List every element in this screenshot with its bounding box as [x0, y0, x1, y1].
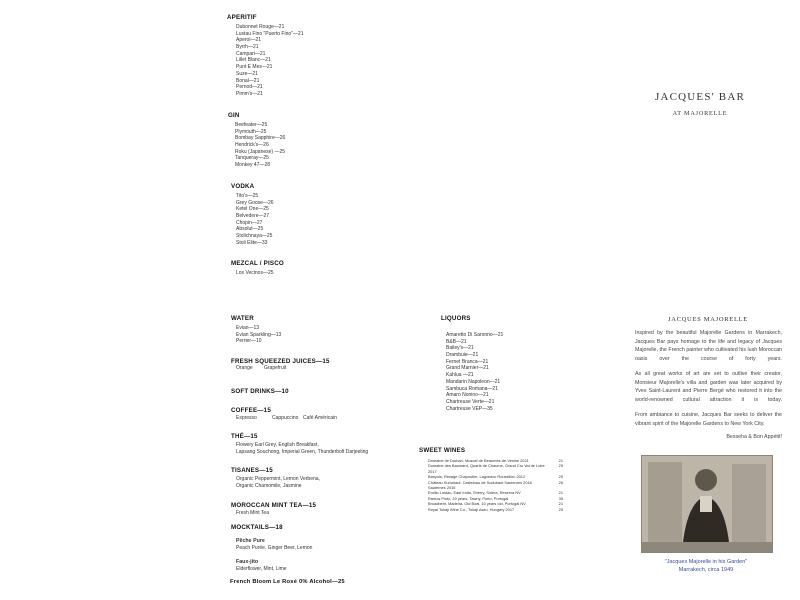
juices-heading: FRESH SQUEEZED JUICES—15	[231, 358, 330, 365]
menu-item: Evian—13	[236, 325, 260, 331]
menu-item: B&B—21	[446, 338, 467, 345]
mocktail-desc: Elderflower, Mint, Lime	[236, 566, 287, 572]
wine-row	[428, 463, 563, 474]
signoff: Besseha & Bon Appétit!	[726, 434, 782, 440]
menu-item: Flowery Earl Grey, English Breakfast,	[236, 442, 319, 448]
about-title: JACQUES MAJORELLE	[668, 316, 748, 323]
the-list	[236, 441, 368, 454]
wine-price: 25	[558, 474, 563, 480]
wine-price: 21	[558, 490, 563, 496]
menu-item: Chartreuse Verte—21	[446, 398, 495, 405]
menu-item: Hendrick's—26	[235, 142, 269, 149]
wine-price: 26	[558, 479, 563, 485]
vodka-list	[236, 193, 274, 247]
menu-item: Bombay Sapphire—26	[235, 135, 286, 142]
menu-item: Chartreuse VEP—35	[446, 405, 493, 412]
brand-subtitle: AT MAJORELLE	[672, 110, 728, 117]
menu-item: Tito's—25	[236, 193, 259, 199]
menu-item: Bailey's—21	[446, 345, 474, 352]
about-paragraph: As all great works of art are set to outlive their creator, Monsieur Majorelle's villa and garden was later acquired by Yves Saint-Laurent and Pierre Bergé who restored it into the world-renowned cultural attraction it is today.	[635, 371, 782, 403]
menu-item: Pernod—21	[236, 84, 263, 91]
the-heading: THÉ—15	[231, 433, 258, 440]
vodka-heading: VODKA	[231, 183, 255, 190]
menu-item: Stolichnaya—25	[236, 233, 273, 240]
menu-item: Stoli Elite—33	[236, 239, 268, 246]
coffee-heading: COFFEE—15	[231, 407, 271, 414]
juice-orange: Orange	[236, 365, 253, 371]
wine-name: Banyuls, Rimage Chapoutier, Lagvedoc Roussillon 2012	[428, 474, 526, 480]
tisanes-list	[236, 475, 320, 488]
menu-item: Lustau Fino "Puerto Fino"—21	[236, 30, 304, 37]
menu-item: Absolut—25	[236, 226, 264, 233]
menu-item: Fernet Branca—21	[446, 358, 489, 365]
menu-item: Lapsang Souchong, Imperial Green, Thunderbolt Darjeeling	[236, 448, 369, 455]
caption-line: "Jacques Majorelle in his Garden"	[664, 559, 748, 565]
photo-caption	[641, 558, 771, 574]
fresh-mint-tea: Fresh Mint Tea	[236, 510, 269, 516]
wine-name: Emilio Lustau, East India, Sherry, Solera, Reserva NV	[428, 490, 521, 496]
aperitif-list	[236, 24, 303, 98]
about-paragraph: From ambiance to cuisine, Jacques Bar seeks to deliver the vibrant spirit of the Majorelle Gardens to New York City.	[635, 412, 782, 427]
menu-item: Organic Chamomile, Jasmine	[236, 482, 302, 489]
menu-item: Dubonnet Rouge—21	[236, 24, 285, 30]
menu-item: Ketel One—25	[236, 206, 269, 213]
gin-heading: GIN	[228, 112, 240, 119]
menu-item: Monkey 47—28	[235, 162, 271, 169]
menu-item: Byrrh—21	[236, 44, 259, 51]
tisanes-heading: TISANES—15	[231, 467, 273, 474]
menu-item: Los Vecinos—25	[236, 270, 274, 276]
liquors-list	[446, 332, 503, 412]
menu-item: Tanqueray—25	[235, 155, 269, 162]
menu-item: Pimm's—21	[236, 90, 263, 97]
wine-price: 21	[558, 458, 563, 463]
sweet-wines-list	[428, 458, 563, 512]
wine-name: Domaine de Durban, Muscat de Beaumes-de-Venise 2021	[428, 458, 529, 463]
wine-price: 21	[558, 501, 563, 507]
menu-item: Amaretto Di Saronno—21	[446, 332, 504, 338]
wine-name: Château Suduiraut, Castelnau de Suduiraut Sauternes 2016 Sauternes 2016	[428, 479, 532, 491]
mezcal-heading: MEZCAL / PISCO	[231, 260, 284, 267]
menu-item: Amaro Nonino—21	[446, 392, 489, 399]
water-list	[236, 325, 281, 345]
wine-name: Royal Tokaji Wine Co., Tokaji Aszu, Hungary 2017	[428, 506, 515, 512]
wine-name: Domaine des Baumard, Quarts de Chaume, Grand Cru Val de Loire 2017	[428, 463, 545, 474]
menu-item: Sambuca Romana—21	[446, 385, 498, 392]
mocktail-name: Pêche Pure	[236, 538, 265, 544]
liquors-heading: LIQUORS	[441, 315, 471, 322]
menu-item: Mandarin Napoleon—21	[446, 378, 501, 385]
wine-price: 25	[558, 506, 563, 512]
coffee-cafe-americain: Café Américain	[303, 415, 337, 421]
french-bloom-heading: French Bloom Le Rosé 0% Alcohol—25	[230, 579, 345, 585]
about-paragraph: Inspired by the beautiful Majorelle Gardens in Marrakech, Jacques Bar pays homage to the life and legacy of Jacques Majorelle, the French painter who cultivated his lush Moroccan oasis over the course of forty years.	[635, 330, 782, 362]
menu-item: Campari—21	[236, 50, 266, 57]
mocktails-heading: MOCKTAILS—18	[231, 524, 283, 531]
sweet-wines-heading: SWEET WINES	[419, 447, 466, 454]
aperitif-heading: APERITIF	[227, 14, 257, 21]
menu-item: Punt E Mes—21	[236, 64, 273, 71]
menu-item: Beefeater—25	[235, 122, 268, 128]
brand-title: JACQUES' BAR	[654, 91, 746, 103]
coffee-espresso: Espresso	[236, 415, 257, 421]
wine-row	[428, 480, 563, 491]
menu-item: Plymouth—25	[235, 128, 267, 135]
gin-list	[235, 122, 285, 169]
wine-row	[428, 507, 563, 512]
wine-name: Broadbent, Madeira, Old Boal, 10 years old, Portugal NV	[428, 501, 526, 507]
wine-name: Ramos Pinto, 20 years, Tawny, Porto, Portugal	[428, 495, 509, 501]
soft-drinks-heading: SOFT DRINKS—10	[231, 388, 289, 395]
menu-item: Organic Peppermint, Lemon Verbena,	[236, 476, 320, 482]
majorelle-photo	[641, 455, 773, 553]
menu-item: Belvedere—27	[236, 213, 270, 220]
menu-item: Bonal—21	[236, 77, 260, 84]
menu-item: Chopin—27	[236, 219, 263, 226]
menu-item: Aperol—21	[236, 37, 262, 44]
mocktail-name: Faux-jito	[236, 559, 259, 565]
menu-item: Roku (Japanese) —25	[235, 148, 286, 155]
menu-item: Suze—21	[236, 70, 258, 77]
menu-item: Perrier—10	[236, 338, 262, 345]
menu-item: Drambuie—21	[446, 352, 479, 359]
juice-grapefruit: Grapefruit	[264, 365, 287, 371]
menu-item: Grey Goose—26	[236, 199, 274, 206]
menu-item: Kahlua —21	[446, 372, 474, 379]
wine-price: 35	[558, 495, 563, 501]
menu-item: Lillet Blanc—21	[236, 57, 271, 64]
menu-item: Evian Sparkling—13	[236, 331, 282, 338]
moroccan-tea-heading: MOROCCAN MINT TEA—15	[231, 502, 317, 509]
mezcal-list	[236, 270, 274, 277]
menu-item: Grand Marnier—21	[446, 365, 489, 372]
water-heading: WATER	[231, 315, 254, 322]
mocktail-desc: Peach Purée, Ginger Beer, Lemon	[236, 545, 313, 551]
coffee-cappuccino: Cappuccino	[272, 415, 299, 421]
caption-line: Marrakech, circa 1949	[678, 567, 734, 573]
wine-price: 25	[558, 463, 563, 469]
